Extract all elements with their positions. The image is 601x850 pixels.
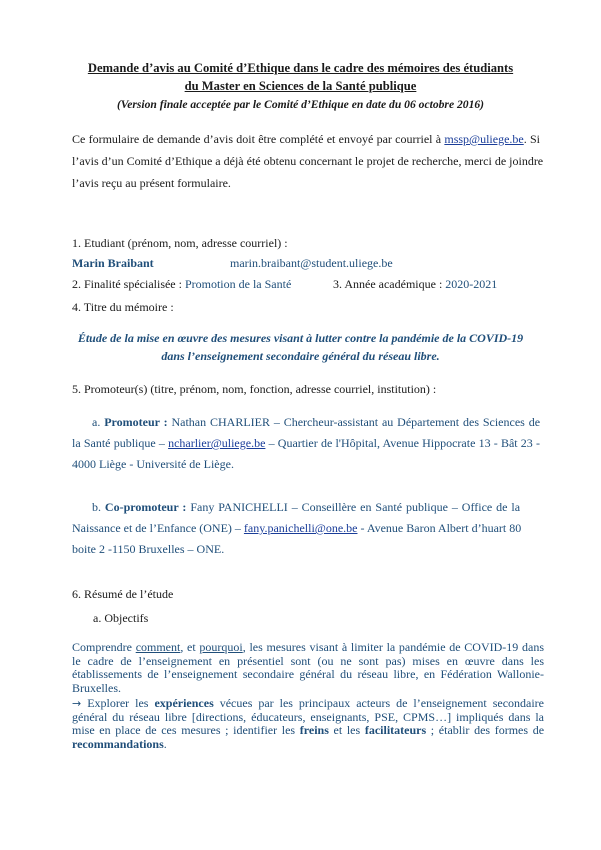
intro-text-a: Ce formulaire de demande d’avis doit être complété et envoyé par courriel à [72,132,442,146]
promoteur-line2 [72,436,540,451]
promoteur-text2b: – Quartier de l'Hôpital, Avenue Hippocrate 13 - Bât 23 - [268,436,540,450]
doc-title-line1: Demande d’avis au Comité d’Ethique dans le cadre des mémoires des étudiants [87,61,514,75]
student-email: marin.braibant@student.uliege.be [230,256,393,270]
intro-line3: l’avis reçu au présent formulaire. [72,176,231,190]
copromoteur-text2a: Naissance et de l’Enfance (ONE) – [72,521,241,535]
objectif-paragraph-1 [72,641,544,695]
doc-title-line2: du Master en Sciences de la Santé publique [184,79,417,93]
objectif-p1-pourquoi: pourquoi [199,640,243,654]
objectif-p1-comment: comment [135,640,181,654]
objectif-p2-t5: . [163,736,167,751]
promoteur-line3: 4000 Liège - Université de Liège. [72,457,234,471]
intro-text-b: . Si [523,132,541,146]
copromoteur-line2 [72,521,521,536]
objectif-p2-t2: vécues par les principaux acteurs de l’enseignement secondaire général du réseau libre [directions, éducateurs, enseignants, PSE, CPMS…] impliqués dans la mise en place de ces mesures ; identifier les [72,696,545,738]
objectif-paragraph-2 [72,697,544,751]
doc-version-note: (Version finale acceptée par le Comité d’Ethique en date du 06 octobre 2016) [116,98,485,111]
intro-line1 [72,132,540,147]
promoteur-role: Promoteur : [104,415,168,429]
resume-label: 6. Résumé de l’étude [72,587,174,601]
intro-line2: l’avis d’un Comité d’Ethique a déjà été obtenu concernant le projet de recherche, merci de joindre [72,154,544,168]
annee-field [333,277,497,292]
objectif-p1-t2: , et [180,640,196,654]
objectif-p2-t4: ; établir des formes de [430,723,545,738]
annee-label: 3. Année académique : [333,277,443,291]
copromoteur-line1 [92,500,520,515]
objectif-p2-t1: Explorer les [87,696,149,710]
finalite-field [72,277,291,292]
promoteurs-label: 5. Promoteur(s) (titre, prénom, nom, fonction, adresse courriel, institution) : [72,382,437,396]
promoteur-email-link[interactable]: ncharlier@uliege.be [168,436,266,450]
student-label: 1. Etudiant (prénom, nom, adresse courriel) : [72,236,288,250]
annee-value: 2020-2021 [445,277,498,291]
thesis-title-line2: dans l’enseignement secondaire général du réseau libre. [161,349,440,363]
objectifs-label: a. Objectifs [93,611,149,625]
copromoteur-prefix: b. [92,500,101,514]
objectif-p1-t1: Comprendre [72,640,132,654]
objectif-p1-t3: , les mesures visant à limiter la pandémie de COVID-19 dans le cadre de l’enseignement en présentiel sont (ou ne sont pas) mises en œuvre dans les établissements de l’enseignement secondaire général du réseau libre, en Fédération Wallonie-Bruxelles. [72,640,544,695]
copromoteur-text1: Fany PANICHELLI – Conseillère en Santé publique – Office de la [190,500,521,514]
objectif-p2-t3: et les [333,723,361,738]
titre-label: 4. Titre du mémoire : [72,300,174,314]
objectif-p2-recommandations: recommandations [72,736,164,751]
thesis-title-line1: Étude de la mise en œuvre des mesures visant à lutter contre la pandémie de la COVID-19 [77,331,524,345]
right-arrow-icon: → [72,697,82,710]
copromoteur-line3: boite 2 -1150 Bruxelles – ONE. [72,542,225,556]
finalite-value: Promotion de la Santé [184,277,292,291]
mssp-email-link[interactable]: mssp@uliege.be [444,132,524,146]
objectif-p2-freins: freins [299,723,329,738]
promoteur-text2a: la Santé publique – [72,436,165,450]
finalite-label: 2. Finalité spécialisée : [72,277,182,291]
promoteur-prefix: a. [92,415,101,429]
copromoteur-text2b: - Avenue Baron Albert d’huart 80 [360,521,522,535]
objectif-p2-experiences: expériences [154,696,214,710]
promoteur-line1 [92,415,540,430]
student-name: Marin Braibant [72,256,154,270]
objectif-p2-facilitateurs: facilitateurs [364,723,427,738]
copromoteur-role: Co-promoteur : [104,500,187,514]
copromoteur-email-link[interactable]: fany.panichelli@one.be [243,521,358,535]
promoteur-text1: Nathan CHARLIER – Chercheur-assistant au Département des Sciences de [171,415,541,429]
